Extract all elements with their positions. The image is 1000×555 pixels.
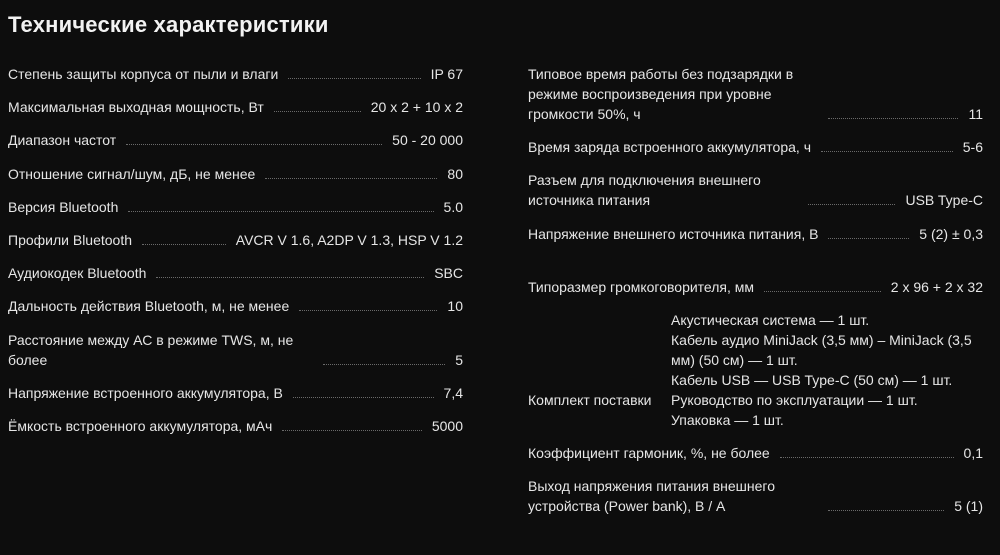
dotted-leader [282, 430, 422, 431]
dotted-leader [265, 178, 437, 179]
spec-value: 5000 [431, 418, 463, 434]
spec-value: 5 [455, 352, 463, 368]
spec-label: Версия Bluetooth [8, 199, 119, 215]
spec-value: 2 x 96 + 2 x 32 [890, 279, 983, 295]
kit-item: Руководство по эксплуатации — 1 шт. [671, 392, 918, 408]
spec-value: USB Type-C [905, 192, 983, 208]
spec-value: AVCR V 1.6, A2DP V 1.3, HSP V 1.2 [235, 232, 463, 248]
spec-row [528, 443, 983, 463]
spec-row [8, 64, 463, 84]
dotted-leader [299, 310, 437, 311]
spec-value: 80 [447, 166, 463, 182]
dotted-leader [828, 238, 909, 239]
spec-row [8, 230, 463, 250]
spec-row [8, 164, 463, 184]
spec-row [528, 137, 983, 157]
spec-label: Типовое время работы без подзарядки в режиме воспроизведения при уровне громкости 50%, ч [528, 66, 794, 122]
page-title: Технические характеристики [8, 12, 329, 37]
spec-value: 5-6 [962, 139, 983, 155]
dotted-leader [780, 457, 954, 458]
spec-label: Выход напряжения питания внешнего устройства (Power bank), В / А [528, 478, 776, 514]
kit-item: Кабель USB — USB Type-C (50 см) — 1 шт. [671, 372, 953, 388]
spec-value: IP 67 [430, 66, 463, 82]
dotted-leader [821, 151, 953, 152]
spec-row [528, 277, 983, 297]
spec-label: Напряжение встроенного аккумулятора, В [8, 385, 283, 401]
dotted-leader [142, 244, 226, 245]
dotted-leader [274, 111, 361, 112]
spec-label: Профили Bluetooth [8, 232, 133, 248]
spec-label: Максимальная выходная мощность, Вт [8, 99, 264, 115]
dotted-leader [764, 291, 881, 292]
spec-row [8, 97, 463, 117]
spec-label: Напряжение внешнего источника питания, В [528, 226, 819, 242]
spec-value: 5 (1) [954, 498, 983, 514]
spec-row [8, 130, 463, 150]
spec-value: 5 (2) ± 0,3 [919, 226, 983, 242]
spec-value: 11 [968, 106, 983, 122]
spec-row [8, 416, 463, 436]
kit-items-list [671, 310, 983, 430]
dotted-leader [323, 364, 445, 365]
spec-row [8, 263, 463, 283]
spec-value: 10 [447, 298, 463, 314]
dotted-leader [808, 204, 895, 205]
spec-row [8, 296, 463, 316]
spec-label: Разъем для подключения внешнего источника питания [528, 172, 761, 208]
spec-row [8, 383, 463, 403]
spec-label: Типоразмер громкоговорителя, мм [528, 279, 755, 295]
spec-value: SBC [434, 265, 463, 281]
kit-label: Комплект поставки [528, 392, 652, 408]
dotted-leader [288, 78, 420, 79]
spec-value: 20 x 2 + 10 x 2 [370, 99, 463, 115]
kit-item: Акустическая система — 1 шт. [671, 312, 870, 328]
spec-row [8, 197, 463, 217]
dotted-leader [293, 397, 434, 398]
kit-item: Упаковка — 1 шт. [671, 412, 784, 428]
spec-label: Коэффициент гармоник, %, не более [528, 445, 770, 461]
spec-label: Дальность действия Bluetooth, м, не менее [8, 298, 290, 314]
spec-row [528, 64, 983, 124]
spec-value: 5.0 [443, 199, 463, 215]
spec-label: Время заряда встроенного аккумулятора, ч [528, 139, 811, 155]
spec-label: Расстояние между АС в режиме TWS, м, не более [8, 332, 294, 368]
dotted-leader [128, 211, 433, 212]
spec-value: 7,4 [443, 385, 463, 401]
spec-row [528, 170, 983, 210]
spec-label: Степень защиты корпуса от пыли и влаги [8, 66, 279, 82]
spec-label: Аудиокодек Bluetooth [8, 265, 147, 281]
spec-label: Ёмкость встроенного аккумулятора, мАч [8, 418, 273, 434]
spec-row [528, 476, 983, 516]
dotted-leader [126, 144, 382, 145]
spec-row [8, 330, 463, 370]
spec-value: 0,1 [963, 445, 983, 461]
spec-label: Диапазон частот [8, 132, 117, 148]
dotted-leader [828, 118, 958, 119]
kit-item: Кабель аудио MiniJack (3,5 мм) – MiniJack (3,5 мм) (50 см) — 1 шт. [671, 332, 972, 368]
dotted-leader [156, 277, 424, 278]
dotted-leader [828, 510, 944, 511]
spec-label: Отношение сигнал/шум, дБ, не менее [8, 166, 256, 182]
spec-value: 50 - 20 000 [392, 132, 463, 148]
spec-row [528, 224, 983, 244]
